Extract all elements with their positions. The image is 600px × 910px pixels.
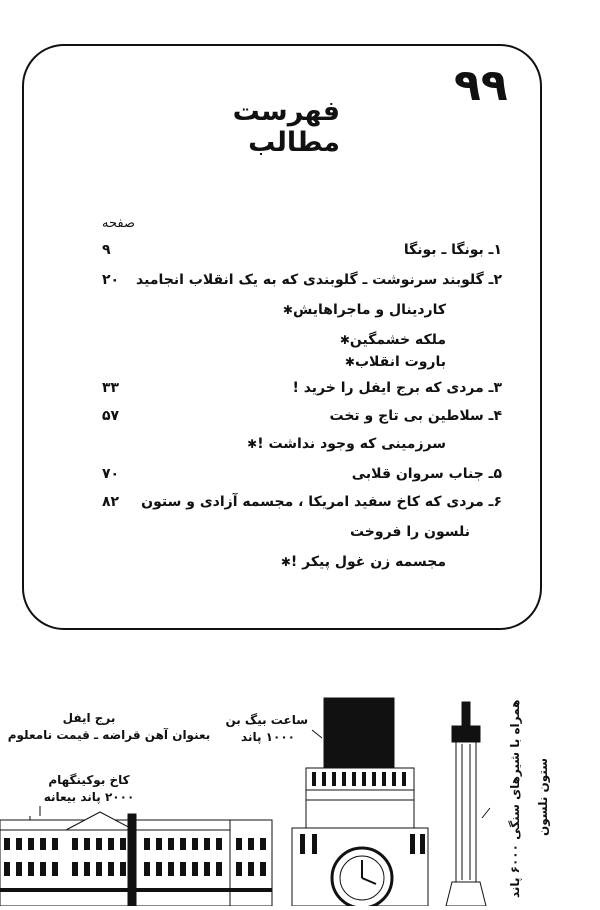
big-ben-drawing xyxy=(292,698,428,906)
bigben-caption: ساعت بیگ بن ۱۰۰۰ پاند xyxy=(225,713,308,744)
london-paris-illustration xyxy=(0,640,600,906)
star-icon: ✱ xyxy=(282,303,293,317)
star-icon: ✱ xyxy=(339,333,350,347)
toc-entry: ۲ـ گلوبند سرنوشت ـ گلوبندی که به یک انقلاب انجامید ۲۰ xyxy=(102,272,502,288)
toc-subentry: ملکه خشمگین✱ xyxy=(339,332,446,348)
palace-caption: کاخ بوکینگهام ۲۰۰۰ پاند بیعانه xyxy=(43,773,135,804)
toc-subentry: کاردینال و ماجراهایش✱ xyxy=(282,302,446,318)
toc-entry: ۳ـ مردی که برج ایفل را خرید ! ۳۳ xyxy=(102,380,502,396)
toc-subentry: مجسمه زن غول پیکر !✱ xyxy=(280,554,446,570)
toc-entry: ۵ـ جناب سروان قلابی ۷۰ xyxy=(102,466,502,482)
nelson-caption-title: ستون نلسون xyxy=(536,757,550,836)
star-icon: ✱ xyxy=(344,355,355,369)
toc-entry: ۱ـ بونگا ـ بونگا ۹ xyxy=(102,242,502,258)
star-icon: ✱ xyxy=(280,555,291,569)
toc-subentry: باروت انقلاب✱ xyxy=(344,354,446,370)
star-icon: ✱ xyxy=(247,437,258,451)
toc-subentry: سرزمینی که وجود نداشت !✱ xyxy=(247,436,446,452)
nelson-column-drawing xyxy=(446,702,486,906)
eiffel-caption: برج ایفل بعنوان آهن قراضه ـ قیمت نامعلوم xyxy=(7,711,211,742)
page-number: ۹۹ xyxy=(454,60,508,111)
page-column-label: صفحه xyxy=(102,216,135,231)
nelson-caption-price: همراه با شیرهای سنگی ۶۰۰۰ پاند xyxy=(508,699,522,898)
page-title: فهرست مطالب xyxy=(232,96,340,158)
toc-entry-continued: نلسون را فروخت xyxy=(349,524,470,540)
toc-entry: ۶ـ مردی که کاخ سفید امریکا ، مجسمه آزادی و ستون ۸۲ xyxy=(102,494,502,510)
toc-entry: ۴ـ سلاطین بی تاج و تخت ۵۷ xyxy=(102,408,502,424)
